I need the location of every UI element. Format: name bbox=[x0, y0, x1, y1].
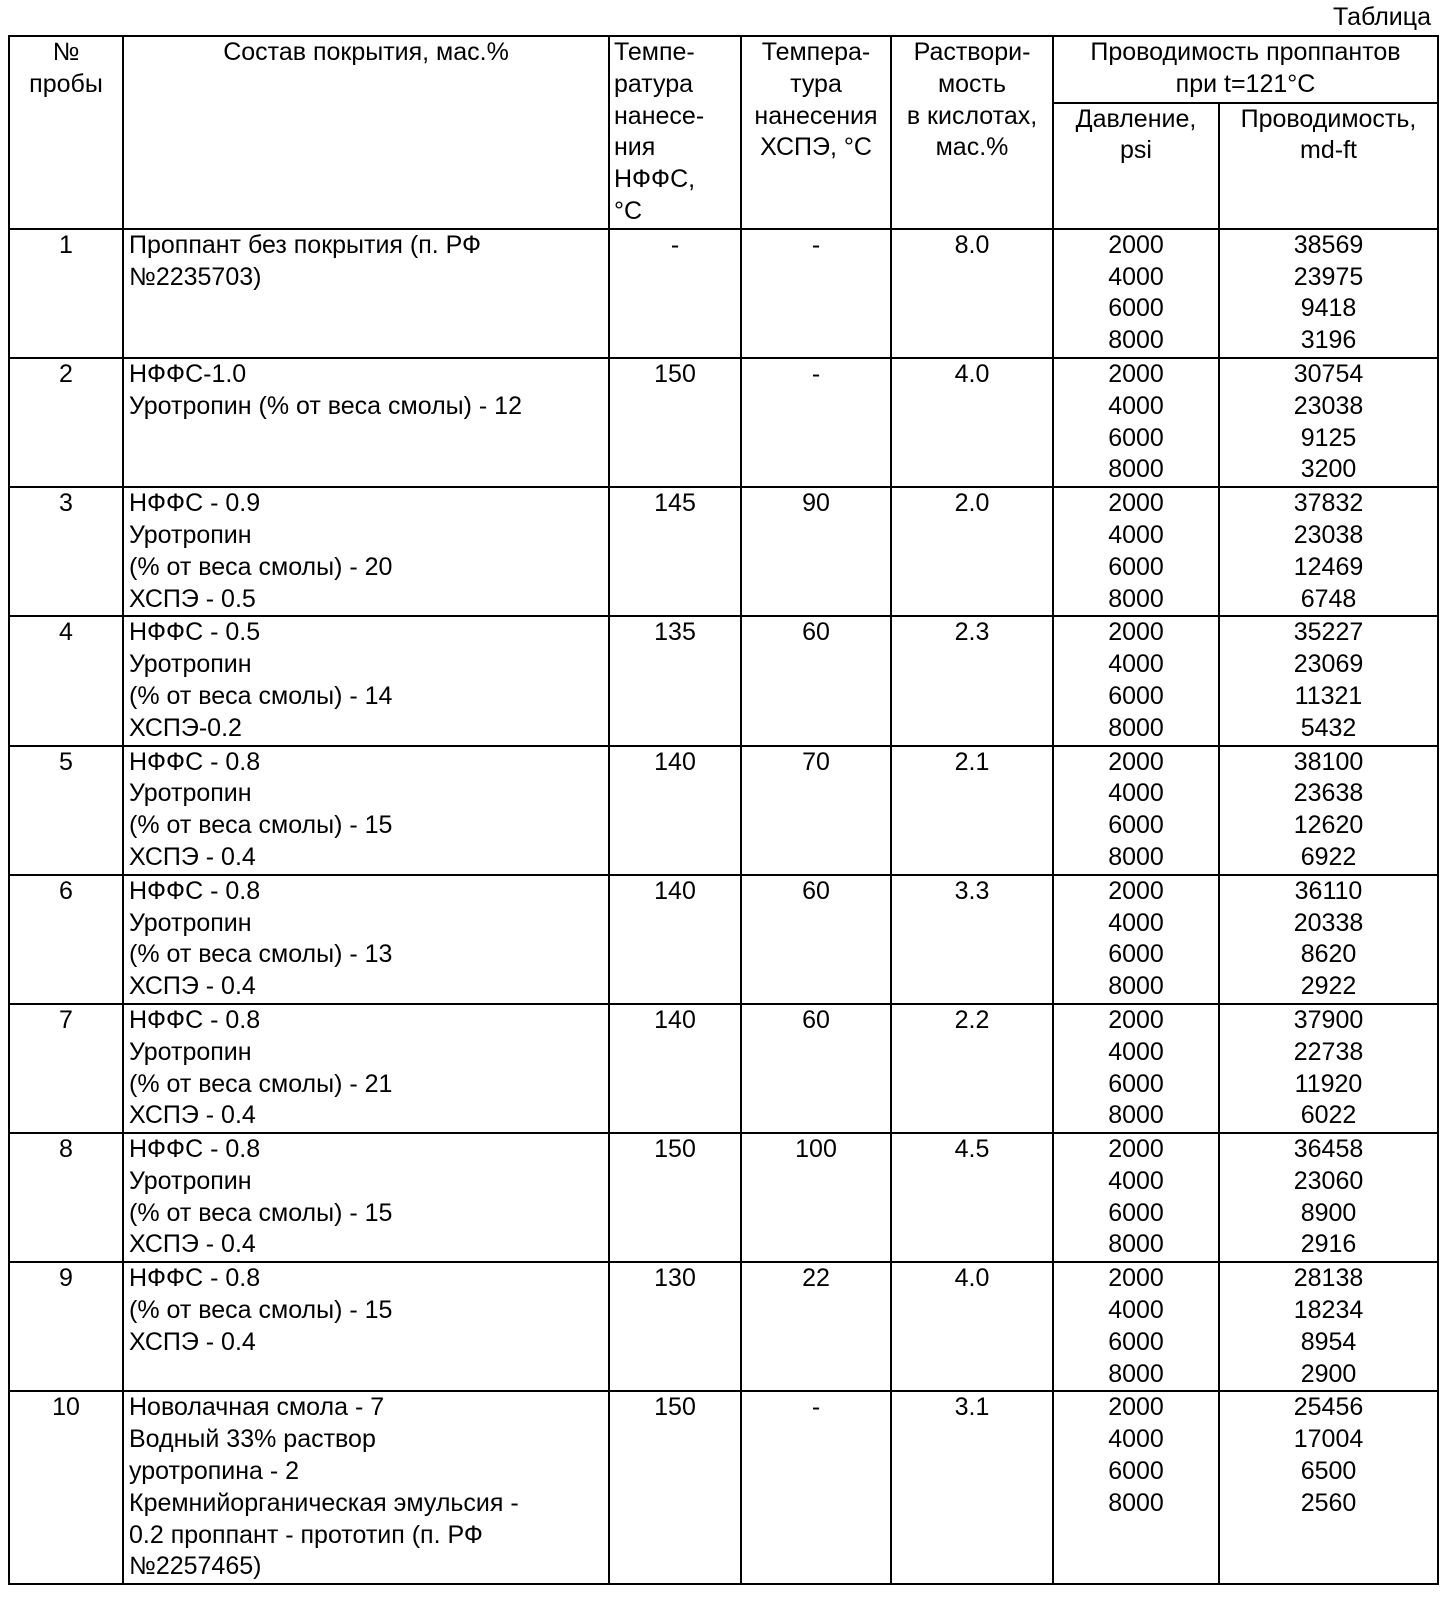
conductivity-value: 23638 bbox=[1220, 778, 1437, 810]
temp-hspe-value: 100 bbox=[742, 1134, 890, 1166]
conductivity-value: 36110 bbox=[1220, 876, 1437, 908]
solubility-cell bbox=[891, 487, 1053, 616]
pressure-value: 4000 bbox=[1054, 649, 1218, 681]
pressure-value: 2000 bbox=[1054, 359, 1218, 391]
sample-number: 8 bbox=[10, 1134, 122, 1166]
pressure-cell bbox=[1053, 1262, 1219, 1391]
conductivity-value: 28138 bbox=[1220, 1263, 1437, 1295]
table-row bbox=[9, 1391, 1438, 1584]
sample-number: 7 bbox=[10, 1005, 122, 1037]
pressure-value: 8000 bbox=[1054, 584, 1218, 616]
conductivity-value: 12469 bbox=[1220, 552, 1437, 584]
composition-line: (% от веса смолы) - 15 bbox=[129, 810, 608, 842]
temp-hspe-cell bbox=[741, 1004, 891, 1133]
conductivity-value: 23038 bbox=[1220, 520, 1437, 552]
composition-line: Уротропин bbox=[129, 649, 608, 681]
conductivity-value: 5432 bbox=[1220, 713, 1437, 745]
temp-hspe-value: 60 bbox=[742, 1005, 890, 1037]
temp-hspe-cell bbox=[741, 487, 891, 616]
pressure-value: 6000 bbox=[1054, 810, 1218, 842]
composition-line: ХСПЭ - 0.4 bbox=[129, 1327, 608, 1359]
temp-nffs-cell bbox=[609, 1391, 741, 1584]
pressure-value: 8000 bbox=[1054, 1359, 1218, 1391]
solubility-value: 8.0 bbox=[892, 230, 1052, 262]
sample-number-cell bbox=[9, 616, 123, 745]
pressure-cell bbox=[1053, 746, 1219, 875]
conductivity-value: 6500 bbox=[1220, 1456, 1437, 1488]
temp-nffs-value: - bbox=[610, 230, 740, 262]
header-conductivity bbox=[1219, 103, 1438, 229]
temp-nffs-value: 140 bbox=[610, 876, 740, 908]
header-line: в кислотах, bbox=[892, 101, 1052, 133]
sample-number: 9 bbox=[10, 1263, 122, 1295]
pressure-value: 2000 bbox=[1054, 1134, 1218, 1166]
composition-cell bbox=[123, 1133, 609, 1262]
solubility-value: 4.5 bbox=[892, 1134, 1052, 1166]
solubility-cell bbox=[891, 746, 1053, 875]
conductivity-value: 9125 bbox=[1220, 423, 1437, 455]
conductivity-value: 2916 bbox=[1220, 1229, 1437, 1261]
temp-hspe-cell bbox=[741, 1133, 891, 1262]
temp-nffs-cell bbox=[609, 1262, 741, 1391]
conductivity-value: 20338 bbox=[1220, 908, 1437, 940]
temp-nffs-cell bbox=[609, 358, 741, 487]
pressure-value: 6000 bbox=[1054, 423, 1218, 455]
header-line: № bbox=[10, 37, 122, 69]
conductivity-value: 6922 bbox=[1220, 842, 1437, 874]
sample-number-cell bbox=[9, 358, 123, 487]
table-caption: Таблица bbox=[1333, 2, 1431, 32]
composition-cell bbox=[123, 1262, 609, 1391]
header-line: при t=121°С bbox=[1054, 69, 1437, 101]
sample-number: 6 bbox=[10, 876, 122, 908]
temp-nffs-value: 150 bbox=[610, 1134, 740, 1166]
sample-number: 5 bbox=[10, 747, 122, 779]
header-temp-nffs bbox=[609, 36, 741, 229]
temp-nffs-value: 140 bbox=[610, 747, 740, 779]
composition-line: (% от веса смолы) - 21 bbox=[129, 1069, 608, 1101]
conductivity-value: 3200 bbox=[1220, 454, 1437, 486]
composition-line: ХСПЭ - 0.4 bbox=[129, 971, 608, 1003]
sample-number-cell bbox=[9, 229, 123, 358]
solubility-cell bbox=[891, 616, 1053, 745]
solubility-cell bbox=[891, 1262, 1053, 1391]
header-solubility bbox=[891, 36, 1053, 229]
pressure-value: 4000 bbox=[1054, 778, 1218, 810]
composition-line: НФФС - 0.8 bbox=[129, 1134, 608, 1166]
table-row bbox=[9, 1262, 1438, 1391]
pressure-cell bbox=[1053, 1004, 1219, 1133]
conductivity-value: 38569 bbox=[1220, 230, 1437, 262]
composition-line: (% от веса смолы) - 13 bbox=[129, 939, 608, 971]
sample-number: 2 bbox=[10, 359, 122, 391]
conductivity-cell bbox=[1219, 229, 1438, 358]
composition-line: НФФС - 0.9 bbox=[129, 488, 608, 520]
composition-cell bbox=[123, 875, 609, 1004]
composition-cell bbox=[123, 358, 609, 487]
pressure-value: 8000 bbox=[1054, 1229, 1218, 1261]
temp-nffs-cell bbox=[609, 229, 741, 358]
temp-nffs-value: 140 bbox=[610, 1005, 740, 1037]
temp-hspe-cell bbox=[741, 1262, 891, 1391]
pressure-value: 2000 bbox=[1054, 1005, 1218, 1037]
composition-line: ХСПЭ - 0.4 bbox=[129, 1100, 608, 1132]
conductivity-cell bbox=[1219, 358, 1438, 487]
sample-number-cell bbox=[9, 1391, 123, 1584]
table-row bbox=[9, 616, 1438, 745]
header-line: °С bbox=[614, 196, 740, 228]
solubility-cell bbox=[891, 1391, 1053, 1584]
solubility-value: 2.2 bbox=[892, 1005, 1052, 1037]
temp-hspe-value: - bbox=[742, 359, 890, 391]
temp-hspe-value: 60 bbox=[742, 876, 890, 908]
pressure-value: 4000 bbox=[1054, 1295, 1218, 1327]
temp-nffs-cell bbox=[609, 616, 741, 745]
header-line: мость bbox=[892, 69, 1052, 101]
pressure-value: 4000 bbox=[1054, 1166, 1218, 1198]
temp-hspe-value: 70 bbox=[742, 747, 890, 779]
composition-line: Уротропин bbox=[129, 778, 608, 810]
header-line: нанесе- bbox=[614, 101, 740, 133]
composition-cell bbox=[123, 1004, 609, 1133]
pressure-value: 6000 bbox=[1054, 939, 1218, 971]
composition-line: (% от веса смолы) - 20 bbox=[129, 552, 608, 584]
pressure-value: 2000 bbox=[1054, 488, 1218, 520]
solubility-cell bbox=[891, 1133, 1053, 1262]
conductivity-value: 23975 bbox=[1220, 262, 1437, 294]
temp-nffs-cell bbox=[609, 1004, 741, 1133]
pressure-cell bbox=[1053, 358, 1219, 487]
conductivity-cell bbox=[1219, 875, 1438, 1004]
composition-line: НФФС - 0.8 bbox=[129, 1263, 608, 1295]
composition-line: НФФС-1.0 bbox=[129, 359, 608, 391]
composition-cell bbox=[123, 746, 609, 875]
temp-hspe-cell bbox=[741, 229, 891, 358]
composition-line: №2257465) bbox=[129, 1551, 608, 1583]
table-row bbox=[9, 1133, 1438, 1262]
conductivity-cell bbox=[1219, 1391, 1438, 1584]
header-line: ратура bbox=[614, 69, 740, 101]
conductivity-value: 38100 bbox=[1220, 747, 1437, 779]
composition-line: НФФС - 0.8 bbox=[129, 876, 608, 908]
composition-line: (% от веса смолы) - 15 bbox=[129, 1295, 608, 1327]
pressure-value: 2000 bbox=[1054, 1263, 1218, 1295]
table-row bbox=[9, 1004, 1438, 1133]
solubility-value: 2.0 bbox=[892, 488, 1052, 520]
conductivity-value: 23060 bbox=[1220, 1166, 1437, 1198]
table-row bbox=[9, 746, 1438, 875]
solubility-value: 4.0 bbox=[892, 1263, 1052, 1295]
conductivity-value: 6748 bbox=[1220, 584, 1437, 616]
solubility-cell bbox=[891, 229, 1053, 358]
conductivity-value: 2560 bbox=[1220, 1488, 1437, 1520]
conductivity-value: 11321 bbox=[1220, 681, 1437, 713]
header-line: Раствори- bbox=[892, 37, 1052, 69]
sample-number: 4 bbox=[10, 617, 122, 649]
sample-number-cell bbox=[9, 746, 123, 875]
header-line: ХСПЭ, °С bbox=[742, 132, 890, 164]
temp-hspe-value: - bbox=[742, 230, 890, 262]
conductivity-value: 2922 bbox=[1220, 971, 1437, 1003]
conductivity-cell bbox=[1219, 1133, 1438, 1262]
solubility-value: 2.3 bbox=[892, 617, 1052, 649]
solubility-value: 3.3 bbox=[892, 876, 1052, 908]
temp-nffs-value: 150 bbox=[610, 1392, 740, 1424]
pressure-cell bbox=[1053, 616, 1219, 745]
pressure-value: 8000 bbox=[1054, 842, 1218, 874]
temp-nffs-cell bbox=[609, 487, 741, 616]
pressure-value: 8000 bbox=[1054, 325, 1218, 357]
composition-line: ХСПЭ-0.2 bbox=[129, 713, 608, 745]
sample-number-cell bbox=[9, 1262, 123, 1391]
pressure-value: 4000 bbox=[1054, 908, 1218, 940]
header-line: Давление, bbox=[1054, 104, 1218, 136]
solubility-cell bbox=[891, 358, 1053, 487]
composition-line: НФФС - 0.5 bbox=[129, 617, 608, 649]
pressure-value: 8000 bbox=[1054, 1100, 1218, 1132]
pressure-value: 8000 bbox=[1054, 1488, 1218, 1520]
conductivity-value: 23038 bbox=[1220, 391, 1437, 423]
temp-hspe-cell bbox=[741, 616, 891, 745]
conductivity-value: 17004 bbox=[1220, 1424, 1437, 1456]
table-header bbox=[9, 36, 1438, 229]
pressure-value: 6000 bbox=[1054, 293, 1218, 325]
solubility-cell bbox=[891, 1004, 1053, 1133]
pressure-value: 4000 bbox=[1054, 1424, 1218, 1456]
conductivity-value: 6022 bbox=[1220, 1100, 1437, 1132]
conductivity-value: 2900 bbox=[1220, 1359, 1437, 1391]
sample-number-cell bbox=[9, 1133, 123, 1262]
composition-line: №2235703) bbox=[129, 262, 608, 294]
composition-line: Новолачная смола - 7 bbox=[129, 1392, 608, 1424]
header-line: Темпера- bbox=[742, 37, 890, 69]
temp-hspe-value: - bbox=[742, 1392, 890, 1424]
composition-line: НФФС - 0.8 bbox=[129, 1005, 608, 1037]
pressure-value: 6000 bbox=[1054, 1327, 1218, 1359]
header-line: Проводимость, bbox=[1220, 104, 1437, 136]
header-composition bbox=[123, 36, 609, 229]
sample-number: 1 bbox=[10, 230, 122, 262]
pressure-value: 4000 bbox=[1054, 1037, 1218, 1069]
composition-line: Уротропин (% от веса смолы) - 12 bbox=[129, 391, 608, 423]
conductivity-value: 35227 bbox=[1220, 617, 1437, 649]
pressure-cell bbox=[1053, 1133, 1219, 1262]
composition-line: Проппант без покрытия (п. РФ bbox=[129, 230, 608, 262]
conductivity-cell bbox=[1219, 746, 1438, 875]
conductivity-value: 8954 bbox=[1220, 1327, 1437, 1359]
composition-line: Уротропин bbox=[129, 1166, 608, 1198]
composition-line: Водный 33% раствор bbox=[129, 1424, 608, 1456]
pressure-value: 8000 bbox=[1054, 971, 1218, 1003]
header-line: md-ft bbox=[1220, 135, 1437, 167]
header-line: мас.% bbox=[892, 132, 1052, 164]
composition-cell bbox=[123, 1391, 609, 1584]
composition-line: ХСПЭ - 0.4 bbox=[129, 1229, 608, 1261]
header-line: пробы bbox=[10, 69, 122, 101]
sample-number-cell bbox=[9, 487, 123, 616]
sample-number-cell bbox=[9, 875, 123, 1004]
pressure-value: 4000 bbox=[1054, 391, 1218, 423]
pressure-value: 6000 bbox=[1054, 681, 1218, 713]
pressure-value: 4000 bbox=[1054, 262, 1218, 294]
pressure-value: 4000 bbox=[1054, 520, 1218, 552]
table-row bbox=[9, 229, 1438, 358]
pressure-cell bbox=[1053, 487, 1219, 616]
header-line: Темпе- bbox=[614, 37, 740, 69]
conductivity-value: 37832 bbox=[1220, 488, 1437, 520]
pressure-cell bbox=[1053, 875, 1219, 1004]
conductivity-value: 8900 bbox=[1220, 1198, 1437, 1230]
pressure-cell bbox=[1053, 229, 1219, 358]
conductivity-value: 25456 bbox=[1220, 1392, 1437, 1424]
table-body bbox=[9, 229, 1438, 1584]
composition-line: Уротропин bbox=[129, 1037, 608, 1069]
header-composition-label: Состав покрытия, мас.% bbox=[124, 37, 608, 69]
temp-hspe-cell bbox=[741, 358, 891, 487]
composition-line: (% от веса смолы) - 14 bbox=[129, 681, 608, 713]
conductivity-value: 8620 bbox=[1220, 939, 1437, 971]
temp-hspe-value: 90 bbox=[742, 488, 890, 520]
header-line: тура bbox=[742, 69, 890, 101]
composition-line: ХСПЭ - 0.5 bbox=[129, 584, 608, 616]
composition-line: ХСПЭ - 0.4 bbox=[129, 842, 608, 874]
table-row bbox=[9, 487, 1438, 616]
composition-line: Уротропин bbox=[129, 908, 608, 940]
temp-nffs-value: 150 bbox=[610, 359, 740, 391]
header-line: НФФС, bbox=[614, 164, 740, 196]
solubility-cell bbox=[891, 875, 1053, 1004]
header-line: нанесения bbox=[742, 101, 890, 133]
table-row bbox=[9, 358, 1438, 487]
composition-line: НФФС - 0.8 bbox=[129, 747, 608, 779]
conductivity-value: 36458 bbox=[1220, 1134, 1437, 1166]
conductivity-value: 11920 bbox=[1220, 1069, 1437, 1101]
conductivity-value: 9418 bbox=[1220, 293, 1437, 325]
temp-hspe-value: 22 bbox=[742, 1263, 890, 1295]
pressure-value: 2000 bbox=[1054, 747, 1218, 779]
composition-line: (% от веса смолы) - 15 bbox=[129, 1198, 608, 1230]
header-line: psi bbox=[1054, 135, 1218, 167]
temp-hspe-value: 60 bbox=[742, 617, 890, 649]
solubility-value: 4.0 bbox=[892, 359, 1052, 391]
pressure-value: 6000 bbox=[1054, 1198, 1218, 1230]
temp-hspe-cell bbox=[741, 1391, 891, 1584]
temp-nffs-value: 135 bbox=[610, 617, 740, 649]
header-sample-number bbox=[9, 36, 123, 229]
header-line: Проводимость проппантов bbox=[1054, 37, 1437, 69]
header-line: ния bbox=[614, 132, 740, 164]
pressure-value: 2000 bbox=[1054, 230, 1218, 262]
sample-number: 10 bbox=[10, 1392, 122, 1424]
pressure-value: 8000 bbox=[1054, 454, 1218, 486]
composition-cell bbox=[123, 229, 609, 358]
pressure-value: 2000 bbox=[1054, 1392, 1218, 1424]
pressure-value: 2000 bbox=[1054, 876, 1218, 908]
solubility-value: 3.1 bbox=[892, 1392, 1052, 1424]
composition-line: 0.2 проппант - прототип (п. РФ bbox=[129, 1520, 608, 1552]
table-row bbox=[9, 875, 1438, 1004]
pressure-value: 6000 bbox=[1054, 552, 1218, 584]
composition-cell bbox=[123, 616, 609, 745]
temp-nffs-value: 145 bbox=[610, 488, 740, 520]
composition-line: Уротропин bbox=[129, 520, 608, 552]
temp-hspe-cell bbox=[741, 875, 891, 1004]
header-conductivity-group bbox=[1053, 36, 1438, 103]
conductivity-value: 37900 bbox=[1220, 1005, 1437, 1037]
conductivity-value: 22738 bbox=[1220, 1037, 1437, 1069]
composition-line: уротропина - 2 bbox=[129, 1456, 608, 1488]
pressure-cell bbox=[1053, 1391, 1219, 1584]
solubility-value: 2.1 bbox=[892, 747, 1052, 779]
conductivity-value: 23069 bbox=[1220, 649, 1437, 681]
conductivity-cell bbox=[1219, 487, 1438, 616]
temp-nffs-cell bbox=[609, 746, 741, 875]
conductivity-value: 12620 bbox=[1220, 810, 1437, 842]
temp-nffs-value: 130 bbox=[610, 1263, 740, 1295]
composition-line: Кремнийорганическая эмульсия - bbox=[129, 1488, 608, 1520]
temp-nffs-cell bbox=[609, 1133, 741, 1262]
pressure-value: 8000 bbox=[1054, 713, 1218, 745]
sample-number: 3 bbox=[10, 488, 122, 520]
results-table bbox=[8, 35, 1439, 1585]
header-temp-hspe bbox=[741, 36, 891, 229]
composition-cell bbox=[123, 487, 609, 616]
temp-hspe-cell bbox=[741, 746, 891, 875]
conductivity-value: 18234 bbox=[1220, 1295, 1437, 1327]
header-pressure bbox=[1053, 103, 1219, 229]
sample-number-cell bbox=[9, 1004, 123, 1133]
conductivity-value: 30754 bbox=[1220, 359, 1437, 391]
pressure-value: 6000 bbox=[1054, 1456, 1218, 1488]
pressure-value: 6000 bbox=[1054, 1069, 1218, 1101]
conductivity-cell bbox=[1219, 1004, 1438, 1133]
conductivity-value: 3196 bbox=[1220, 325, 1437, 357]
conductivity-cell bbox=[1219, 1262, 1438, 1391]
pressure-value: 2000 bbox=[1054, 617, 1218, 649]
conductivity-cell bbox=[1219, 616, 1438, 745]
temp-nffs-cell bbox=[609, 875, 741, 1004]
